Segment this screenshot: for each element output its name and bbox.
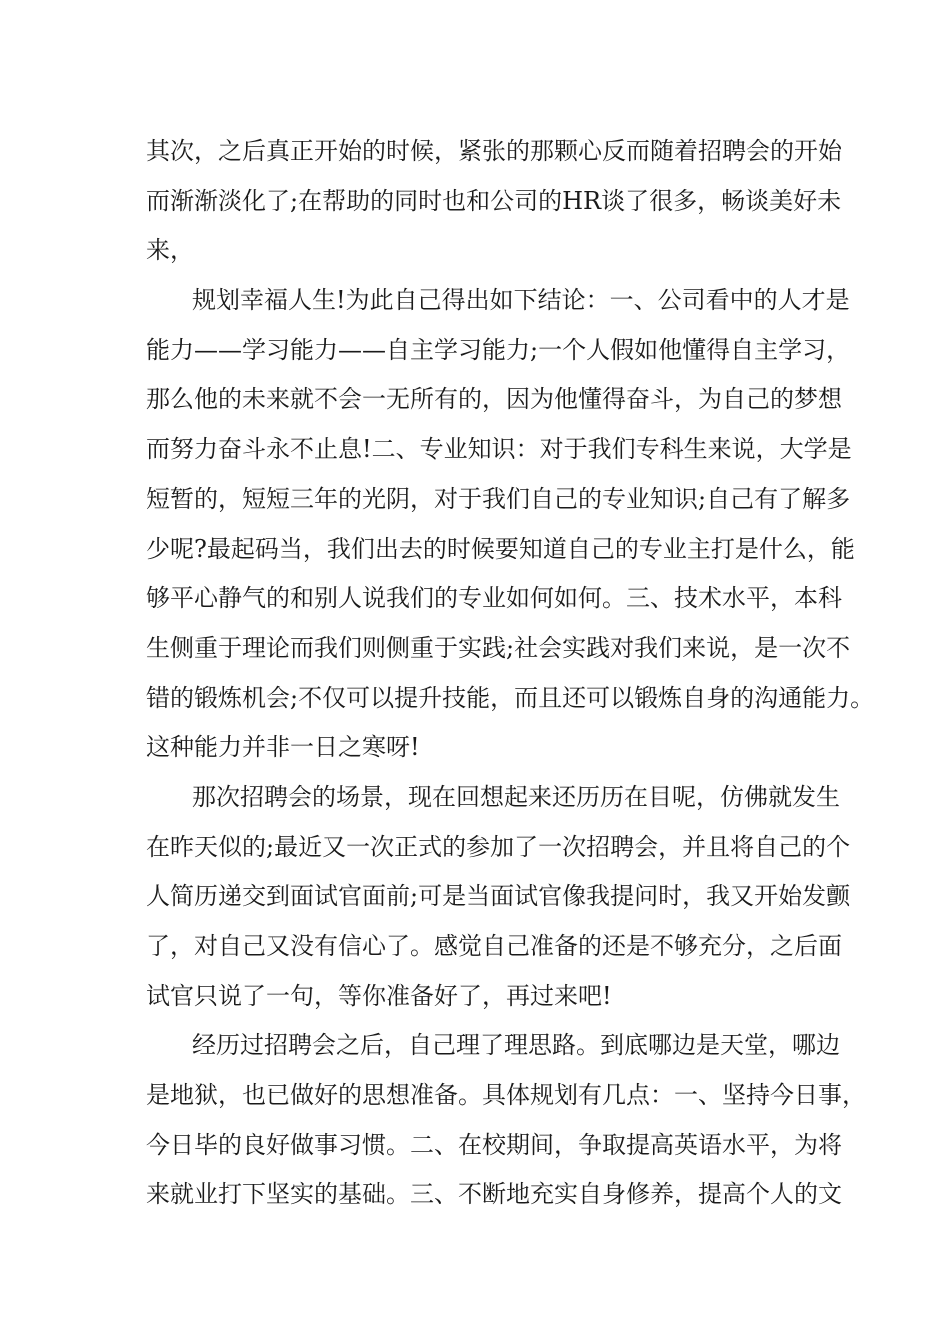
text-line: 了，对自己又没有信心了。感觉自己准备的还是不够充分，之后面 [146,932,842,960]
text-line: 那么他的未来就不会一无所有的，因为他懂得奋斗，为自己的梦想 [146,385,842,414]
text-line: 今日毕的良好做事习惯。二、在校期间，争取提高英语水平，为将 [146,1130,842,1159]
text-line: 够平心静气的和别人说我们的专业如何如何。三、技术水平，本科 [146,584,842,613]
text-line: 少呢?最起码当，我们出去的时候要知道自己的专业主打是什么，能 [146,534,855,563]
text-line: 短暂的，短短三年的光阴，对于我们自己的专业知识;自己有了解多 [146,484,851,513]
paragraph-first-line: 那次招聘会的场景，现在回想起来还历历在目呢，仿佛就发生 [192,782,840,811]
text-line: 是地狱，也已做好的思想准备。具体规划有几点：一、坚持今日事， [146,1081,866,1110]
paragraph-first-line: 规划幸福人生!为此自己得出如下结论：一、公司看中的人才是 [192,286,850,315]
text-line: 错的锻炼机会;不仅可以提升技能，而且还可以锻炼自身的沟通能力。 [146,683,875,712]
document-body [146,127,875,1220]
text-line: 其次，之后真正开始的时候，紧张的那颗心反而随着招聘会的开始 [146,137,842,165]
text-line: 而努力奋斗永不止息!二、专业知识：对于我们专科生来说，大学是 [146,435,852,464]
text-line: 来， [146,236,194,265]
text-line: 生侧重于理论而我们则侧重于实践;社会实践对我们来说，是一次不 [146,633,851,662]
text-line: 而渐渐淡化了;在帮助的同时也和公司的HR谈了很多，畅谈美好未 [146,186,842,215]
text-line: 在昨天似的;最近又一次正式的参加了一次招聘会，并且将自己的个 [146,832,851,861]
text-line: 这种能力并非一日之寒呀! [146,733,420,762]
paragraph-first-line: 经历过招聘会之后，自己理了理思路。到底哪边是天堂，哪边 [192,1031,840,1060]
text-line: 来就业打下坚实的基础。三、不断地充实自身修养，提高个人的文 [146,1180,842,1209]
text-line: 人简历递交到面试官面前;可是当面试官像我提问时，我又开始发颤 [146,882,851,911]
text-line: 试官只说了一句，等你准备好了，再过来吧! [146,981,612,1010]
text-line: 能力——学习能力——自主学习能力;一个人假如他懂得自主学习， [146,335,851,364]
